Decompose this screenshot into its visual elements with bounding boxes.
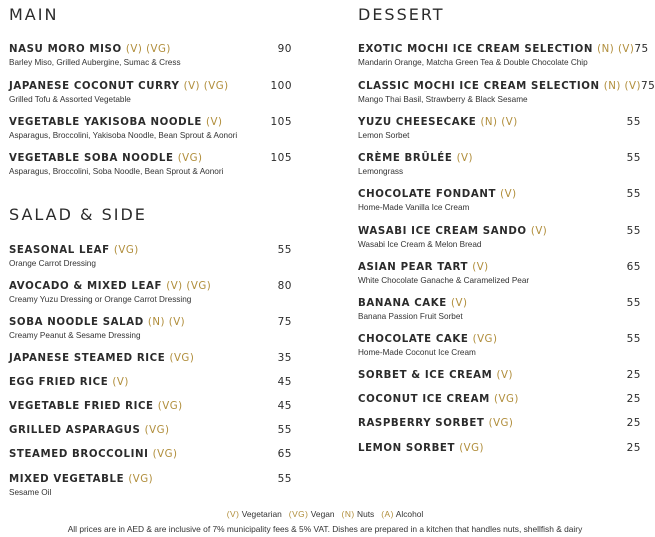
item-description: Asparagus, Broccolini, Yakisoba Noodle, Bean Sprout & Aonori xyxy=(9,131,238,140)
legend-n-tag: (N) xyxy=(341,509,355,519)
dietary-tag: (VG) xyxy=(157,401,183,412)
item-name: VEGETABLE FRIED RICE (VG) xyxy=(9,401,183,412)
item-name: EGG FRIED RICE (V) xyxy=(9,377,129,388)
dietary-tag: (V) (VG) xyxy=(125,44,171,55)
item-name: RASPBERRY SORBET (VG) xyxy=(358,418,514,429)
dietary-tag: (N) (V) xyxy=(480,117,518,128)
item-name: SOBA NOODLE SALAD (N) (V) xyxy=(9,317,186,328)
menu-item xyxy=(358,297,641,321)
legend-vg-label: Vegan xyxy=(310,509,335,519)
item-price: 105 xyxy=(270,152,292,164)
item-description: Mango Thai Basil, Strawberry & Black Sesame xyxy=(358,95,528,104)
item-price: 65 xyxy=(626,261,641,273)
item-price: 65 xyxy=(277,448,292,460)
item-price: 55 xyxy=(626,297,641,309)
item-description: Sesame Oil xyxy=(9,488,52,497)
item-description: Creamy Yuzu Dressing or Orange Carrot Dressing xyxy=(9,295,192,304)
menu-item xyxy=(9,448,292,460)
item-name: NASU MORO MISO (V) (VG) xyxy=(9,44,171,55)
item-name: GRILLED ASPARAGUS (VG) xyxy=(9,425,170,436)
section-title-salad-side: SALAD & SIDE xyxy=(9,205,147,224)
item-price: 55 xyxy=(626,333,641,345)
dietary-tag: (V) (VG) xyxy=(166,281,212,292)
dietary-tag: (N) (V) xyxy=(597,44,635,55)
item-price: 25 xyxy=(626,442,641,454)
item-price: 75 xyxy=(277,316,292,328)
dietary-tag: (V) xyxy=(530,226,548,237)
item-name: ASIAN PEAR TART (V) xyxy=(358,262,489,273)
item-name: AVOCADO & MIXED LEAF (V) (VG) xyxy=(9,281,212,292)
item-name: BANANA CAKE (V) xyxy=(358,298,468,309)
dietary-tag: (VG) xyxy=(472,334,498,345)
item-price: 75 xyxy=(634,43,649,55)
item-name: WASABI ICE CREAM SANDO (V) xyxy=(358,226,548,237)
item-description: Mandarin Orange, Matcha Green Tea & Double Chocolate Chip xyxy=(358,58,588,67)
item-description: Orange Carrot Dressing xyxy=(9,259,96,268)
menu-item xyxy=(358,261,641,285)
item-price: 55 xyxy=(626,116,641,128)
menu-item xyxy=(358,43,649,67)
menu-item xyxy=(358,225,641,249)
dietary-tag: (V) xyxy=(496,370,513,381)
menu-item xyxy=(358,116,641,140)
menu-item xyxy=(9,316,292,340)
item-name: CHOCOLATE FONDANT (V) xyxy=(358,189,517,200)
item-price: 35 xyxy=(277,352,292,364)
section-title-dessert: DESSERT xyxy=(358,5,445,24)
dietary-tag: (VG) xyxy=(128,474,154,485)
item-description: Home-Made Vanilla Ice Cream xyxy=(358,203,470,212)
item-name: COCONUT ICE CREAM (VG) xyxy=(358,394,519,405)
item-name: LEMON SORBET (VG) xyxy=(358,443,485,454)
item-name: VEGETABLE SOBA NOODLE (VG) xyxy=(9,153,203,164)
dietary-tag: (VG) xyxy=(169,353,195,364)
price-footnote: All prices are in AED & are inclusive of 7% municipality fees & 5% VAT. Dishes are prepared in a kitchen that handles nuts, shellfish & dairy xyxy=(67,524,583,534)
dietary-tag: (V) xyxy=(451,298,468,309)
dietary-tag: (VG) xyxy=(177,153,203,164)
dietary-tag: (VG) xyxy=(459,443,485,454)
item-price: 45 xyxy=(277,400,292,412)
item-name: SEASONAL LEAF (VG) xyxy=(9,245,139,256)
item-price: 55 xyxy=(277,244,292,256)
item-price: 80 xyxy=(277,280,292,292)
item-name: MIXED VEGETABLE (VG) xyxy=(9,474,154,485)
item-price: 105 xyxy=(270,116,292,128)
item-price: 25 xyxy=(626,393,641,405)
menu-item xyxy=(358,369,641,381)
item-description: Asparagus, Broccolini, Soba Noodle, Bean Sprout & Aonori xyxy=(9,167,224,176)
menu-item xyxy=(9,352,292,364)
item-name: YUZU CHEESECAKE (N) (V) xyxy=(358,117,518,128)
menu-item xyxy=(9,244,292,268)
item-price: 55 xyxy=(626,188,641,200)
legend-a-tag: (A) xyxy=(381,509,394,519)
menu-item xyxy=(9,424,292,436)
menu-item xyxy=(358,393,641,405)
item-description: Barley Miso, Grilled Aubergine, Sumac & Cress xyxy=(9,58,181,67)
item-description: Creamy Peanut & Sesame Dressing xyxy=(9,331,141,340)
dietary-tag: (VG) xyxy=(113,245,139,256)
dietary-tag: (V) xyxy=(472,262,489,273)
item-price: 55 xyxy=(277,424,292,436)
menu-item xyxy=(358,442,641,454)
dietary-legend xyxy=(0,509,650,519)
dietary-tag: (N) (V) xyxy=(147,317,186,328)
menu-item xyxy=(9,376,292,388)
menu-item xyxy=(358,333,641,357)
legend-v-label: Vegetarian xyxy=(241,509,282,519)
legend-vg-tag: (VG) xyxy=(288,509,309,519)
item-name: JAPANESE STEAMED RICE (VG) xyxy=(9,353,195,364)
menu-item xyxy=(358,152,641,176)
item-description: Wasabi Ice Cream & Melon Bread xyxy=(358,240,482,249)
dietary-tag: (VG) xyxy=(144,425,170,436)
menu-item xyxy=(9,152,292,176)
item-description: Lemon Sorbet xyxy=(358,131,410,140)
menu-item xyxy=(358,80,655,104)
menu-item xyxy=(9,473,292,497)
dietary-tag: (V) (VG) xyxy=(183,81,229,92)
legend-v-tag: (V) xyxy=(226,509,240,519)
item-price: 55 xyxy=(626,152,641,164)
item-price: 100 xyxy=(270,80,292,92)
menu-item xyxy=(9,116,292,140)
item-description: White Chocolate Ganache & Caramelized Pear xyxy=(358,276,530,285)
item-name: STEAMED BROCCOLINI (VG) xyxy=(9,449,178,460)
dietary-tag: (V) xyxy=(456,153,473,164)
menu-item xyxy=(9,80,292,104)
item-price: 75 xyxy=(640,80,655,92)
item-name: CHOCOLATE CAKE (VG) xyxy=(358,334,498,345)
item-name: JAPANESE COCONUT CURRY (V) (VG) xyxy=(9,81,229,92)
item-price: 25 xyxy=(626,417,641,429)
dietary-tag: (V) xyxy=(206,117,223,128)
item-price: 55 xyxy=(277,473,292,485)
item-price: 25 xyxy=(626,369,641,381)
item-description: Banana Passion Fruit Sorbet xyxy=(358,312,463,321)
item-description: Home-Made Coconut Ice Cream xyxy=(358,348,476,357)
item-description: Lemongrass xyxy=(358,167,404,176)
item-name: CLASSIC MOCHI ICE CREAM SELECTION (N) (V) xyxy=(358,81,641,92)
menu-item xyxy=(9,280,292,304)
legend-a-label: Alcohol xyxy=(395,509,424,519)
menu-item xyxy=(358,188,641,212)
dietary-tag: (VG) xyxy=(152,449,178,460)
item-price: 45 xyxy=(277,376,292,388)
item-description: Grilled Tofu & Assorted Vegetable xyxy=(9,95,131,104)
item-name: VEGETABLE YAKISOBA NOODLE (V) xyxy=(9,117,223,128)
dietary-tag: (N) (V) xyxy=(603,81,641,92)
section-title-main: MAIN xyxy=(9,5,59,24)
item-price: 90 xyxy=(277,43,292,55)
menu-item xyxy=(358,417,641,429)
item-name: EXOTIC MOCHI ICE CREAM SELECTION (N) (V) xyxy=(358,44,635,55)
item-price: 55 xyxy=(626,225,641,237)
dietary-tag: (V) xyxy=(112,377,129,388)
legend-n-label: Nuts xyxy=(357,509,375,519)
item-name: SORBET & ICE CREAM (V) xyxy=(358,370,513,381)
menu-item xyxy=(9,400,292,412)
menu-item xyxy=(9,43,292,67)
dietary-tag: (V) xyxy=(500,189,517,200)
dietary-tag: (VG) xyxy=(494,394,519,405)
dietary-tag: (VG) xyxy=(488,418,514,429)
item-name: CRÈME BRÛLÉE (V) xyxy=(358,153,473,164)
